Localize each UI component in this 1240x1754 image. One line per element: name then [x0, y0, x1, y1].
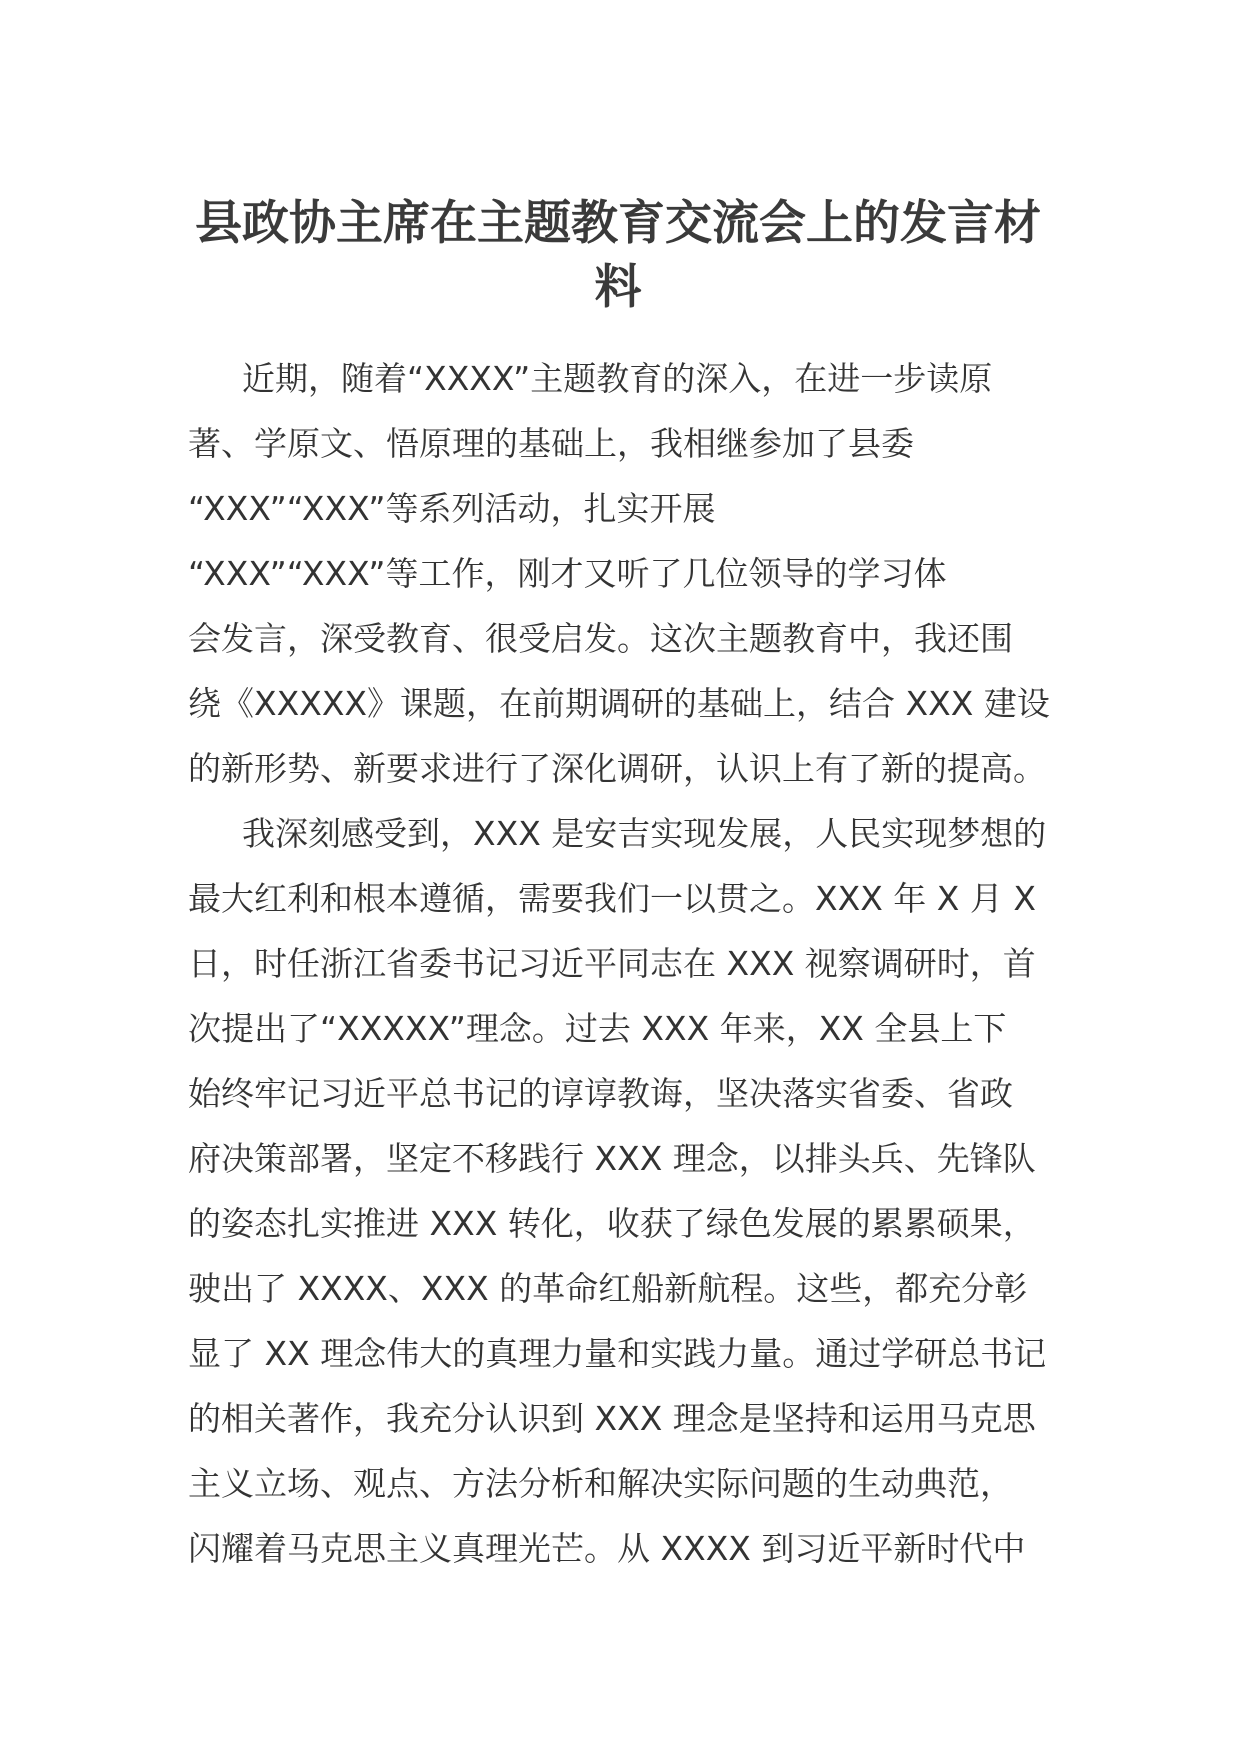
paragraph-line: 绕《XXXXX》课题，在前期调研的基础上，结合 XXX 建设 — [188, 684, 1050, 723]
paragraph-line: 的新形势、新要求进行了深化调研，认识上有了新的提高。 — [188, 749, 1046, 788]
paragraph-line: 次提出了“XXXXX”理念。过去 XXX 年来，XX 全县上下 — [188, 1009, 1007, 1048]
paragraph-line: “XXX”“XXX”等工作，刚才又听了几位领导的学习体 — [188, 554, 947, 593]
paragraph-line: 著、学原文、悟原理的基础上，我相继参加了县委 — [188, 424, 914, 463]
paragraph-line: 的相关著作，我充分认识到 XXX 理念是坚持和运用马克思 — [188, 1399, 1036, 1438]
paragraph-2 — [188, 801, 1058, 1581]
paragraph-line: 府决策部署，坚定不移践行 XXX 理念，以排头兵、先锋队 — [188, 1139, 1036, 1178]
paragraph-line: 最大红利和根本遵循，需要我们一以贯之。XXX 年 X 月 X — [188, 879, 1036, 918]
title-line: 料 — [594, 260, 642, 315]
paragraph-line: 始终牢记习近平总书记的谆谆教诲，坚决落实省委、省政 — [188, 1074, 1013, 1113]
paragraph-line: 的姿态扎实推进 XXX 转化，收获了绿色发展的累累硕果， — [188, 1204, 1036, 1243]
document-body — [188, 346, 1058, 1581]
paragraph-1 — [188, 346, 1058, 801]
paragraph-line: 我深刻感受到，XXX 是安吉实现发展，人民实现梦想的 — [242, 814, 1047, 853]
paragraph-line: 会发言，深受教育、很受启发。这次主题教育中，我还围 — [188, 619, 1013, 658]
paragraph-line: “XXX”“XXX”等系列活动，扎实开展 — [188, 489, 716, 528]
paragraph-line: 日，时任浙江省委书记习近平同志在 XXX 视察调研时，首 — [188, 944, 1036, 983]
paragraph-line: 主义立场、观点、方法分析和解决实际问题的生动典范， — [188, 1464, 1013, 1503]
paragraph-line: 驶出了 XXXX、XXX 的革命红船新航程。这些，都充分彰 — [188, 1269, 1028, 1308]
title-line: 县政协主席在主题教育交流会上的发言材 — [195, 196, 1041, 251]
paragraph-line: 近期，随着“XXXX”主题教育的深入，在进一步读原 — [242, 359, 993, 398]
document-title — [188, 192, 1048, 320]
paragraph-line: 显了 XX 理念伟大的真理力量和实践力量。通过学研总书记 — [188, 1334, 1047, 1373]
paragraph-line: 闪耀着马克思主义真理光芒。从 XXXX 到习近平新时代中 — [188, 1529, 1026, 1568]
